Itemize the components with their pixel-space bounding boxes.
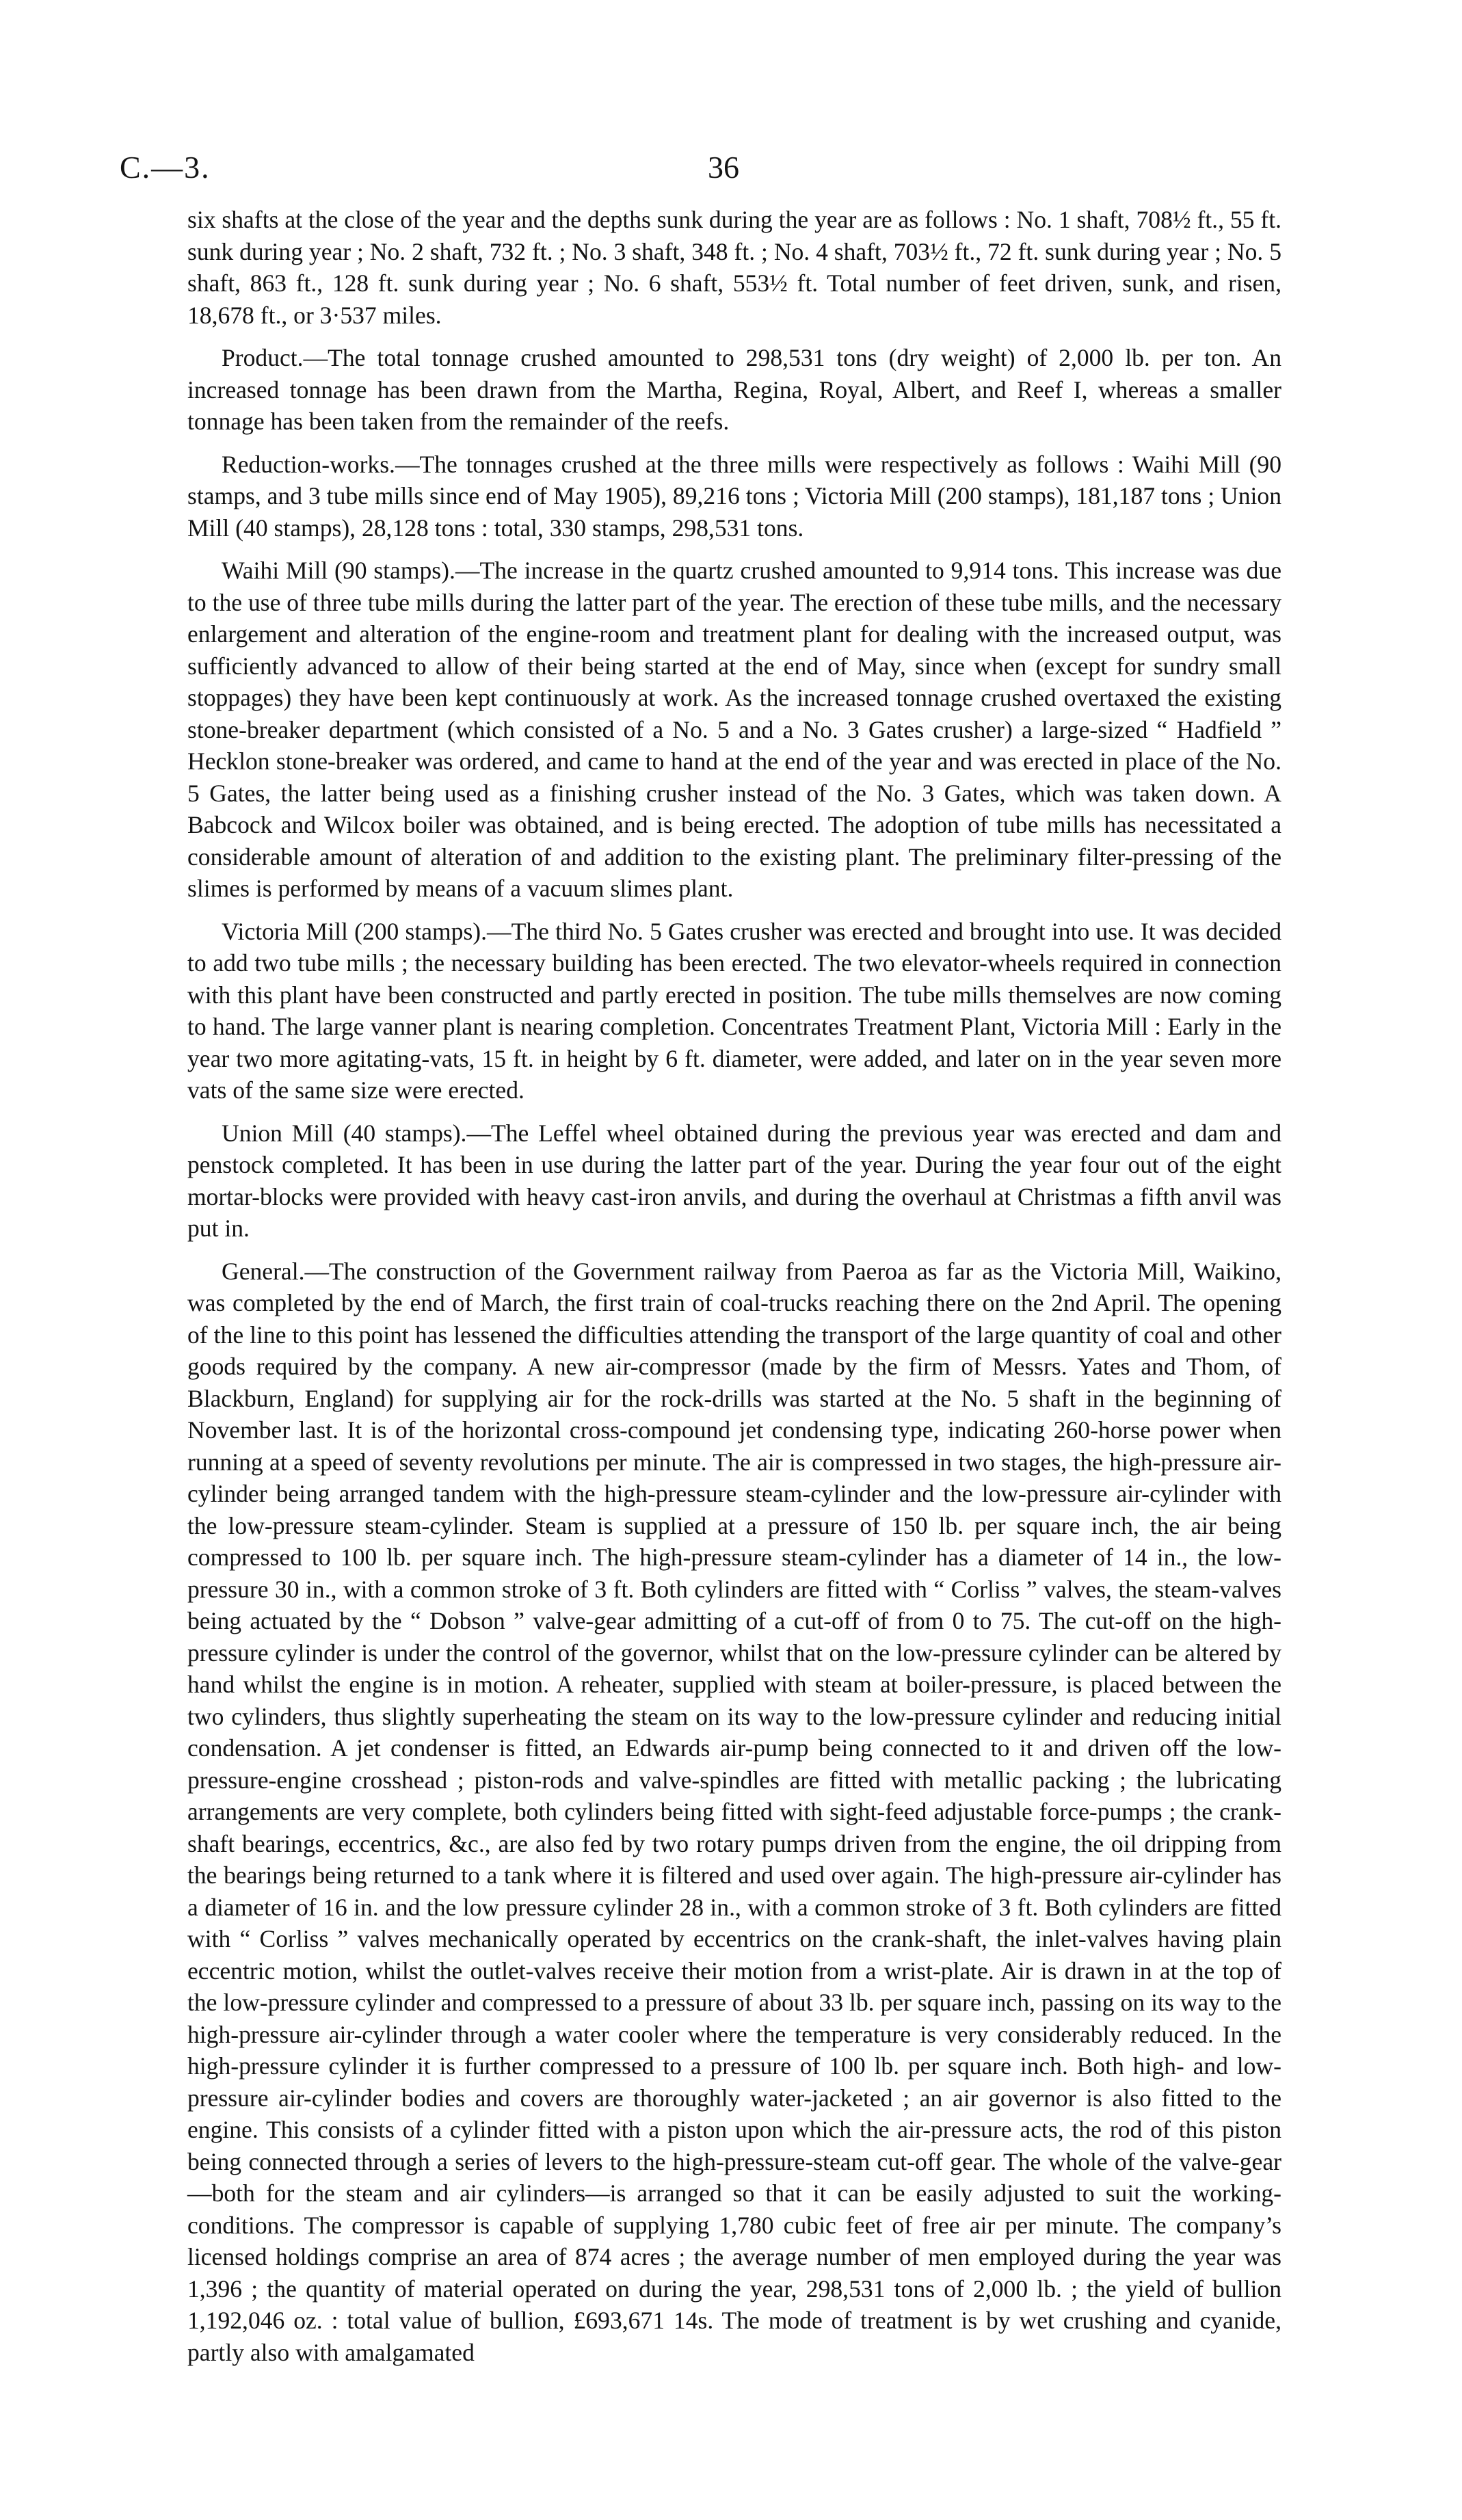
page-number: 36 [708, 150, 739, 185]
paragraph-victoria-mill: Victoria Mill (200 stamps).—The third No. 5 Gates crusher was erected and brought into use. It was decided to add two tube mills ; the necessary building has been erected. The two elevator-wheels required in connection with this plant have been constructed and partly erected in position. The tube mills themselves are now coming to hand. The large vanner plant is nearing completion. Concentrates Treatment Plant, Victoria Mill : Early in the year two more agitating-vats, 15 ft. in height by 6 ft. diameter, were added, and later on in the year seven more vats of the same size were erected. [187, 917, 1281, 1104]
paragraph-product: Product.—The total tonnage crushed amounted to 298,531 tons (dry weight) of 2,000 lb. per ton. An increased tonnage has been drawn from the Martha, Regina, Royal, Albert, and Reef I, whereas a smaller tonnage has been taken from the remainder of the reefs. [187, 344, 1281, 435]
paragraph-waihi-mill: Waihi Mill (90 stamps).—The increase in the quartz crushed amounted to 9,914 tons. This increase was due to the use of three tube mills during the latter part of the year. The erection of these tube mills, and the necessary enlargement and alteration of the engine-room and treatment plant for dealing with the increased output, was sufficiently advanced to allow of their being started at the end of May, since when (except for sundry small stoppages) they have been kept continuously at work. As the increased tonnage crushed overtaxed the existing stone-breaker department (which consisted of a No. 5 and a No. 3 Gates crusher) a large-sized “ Hadfield ” Hecklon stone-breaker was ordered, and came to hand at the end of the year and was erected in place of the No. 5 Gates, the latter being used as a finishing crusher instead of the No. 3 Gates, which was taken down. A Babcock and Wilcox boiler was obtained, and is being erected. The adoption of tube mills has necessitated a considerable amount of alteration of and addition to the existing plant. The preliminary filter-pressing of the slimes is performed by means of a vacuum slimes plant. [187, 557, 1281, 902]
paragraph-reduction-works: Reduction-works.—The tonnages crushed at the three mills were respectively as follows : Waihi Mill (90 stamps, and 3 tube mills since end of May 1905), 89,216 tons ; Victoria Mill (200 stamps), 181,187 tons ; Union Mill (40 stamps), 28,128 tons : total, 330 stamps, 298,531 tons. [187, 450, 1281, 542]
page-header [0, 149, 1462, 190]
body-text [187, 204, 1281, 2379]
document-reference: C.—3. [120, 150, 211, 185]
paragraph-union-mill: Union Mill (40 stamps).—The Leffel wheel obtained during the previous year was erected and dam and penstock completed. It has been in use during the latter part of the year. During the year four out of the eight mortar-blocks were provided with heavy cast-iron anvils, and during the overhaul at Christmas a fifth anvil was put in. [187, 1119, 1281, 1242]
paragraph-shafts: six shafts at the close of the year and the depths sunk during the year are as follows : No. 1 shaft, 708½ ft., 55 ft. sunk during year ; No. 2 shaft, 732 ft. ; No. 3 shaft, 348 ft. ; No. 4 shaft, 703½ ft., 72 ft. sunk during year ; No. 5 shaft, 863 ft., 128 ft. sunk during year ; No. 6 shaft, 553½ ft. Total number of feet driven, sunk, and risen, 18,678 ft., or 3·537 miles. [187, 206, 1281, 329]
paragraph-general: General.—The construction of the Government railway from Paeroa as far as the Victoria Mill, Waikino, was completed by the end of March, the first train of coal-trucks reaching there on the 2nd April. The opening of the line to this point has lessened the difficulties attending the transport of the large quantity of coal and other goods required by the company. A new air-compressor (made by the firm of Messrs. Yates and Thom, of Blackburn, England) for supplying air for the rock-drills was started at the No. 5 shaft in the beginning of November last. It is of the horizontal cross-compound jet condensing type, indicating 260-horse power when running at a speed of seventy revolutions per minute. The air is compressed in two stages, the high-pressure air-cylinder being arranged tandem with the high-pressure steam-cylinder and the low-pressure air-cylinder with the low-pressure steam-cylinder. Steam is supplied at a pressure of 150 lb. per square inch, the air being compressed to 100 lb. per square inch. The high-pressure steam-cylinder has a diameter of 14 in., the low-pressure 30 in., with a common stroke of 3 ft. Both cylinders are fitted with “ Corliss ” valves, the steam-valves being actuated by the “ Dobson ” valve-gear admitting of a cut-off of from 0 to 75. The cut-off on the high-pressure cylinder is under the control of the governor, whilst that on the low-pressure cylinder can be altered by hand whilst the engine is in motion. A reheater, supplied with steam at boiler-pressure, is placed between the two cylinders, thus slightly superheating the steam on its way to the low-pressure cylinder and reducing initial condensation. A jet condenser is fitted, an Edwards air-pump being connected to it and driven off the low-pressure-engine crosshead ; piston-rods and valve-spindles are fitted with metallic packing ; the lubricating arrangements are very complete, both cylinders being fitted with sight-feed adjustable force-pumps ; the crank-shaft bearings, eccentrics, &c., are also fed by two rotary pumps driven from the engine, the oil dripping from the bearings being returned to a tank where it is filtered and used over again. The high-pressure air-cylinder has a diameter of 16 in. and the low pressure cylinder 28 in., with a common stroke of 3 ft. Both cylinders are fitted with “ Corliss ” valves mechanically operated by eccentrics on the crank-shaft, the inlet-valves having plain eccentric motion, whilst the outlet-valves receive their motion from a wrist-plate. Air is drawn in at the top of the low-pressure cylinder and compressed to a pressure of about 33 lb. per square inch, passing on its way to the high-pressure air-cylinder through a water cooler where the temperature is very considerably reduced. In the high-pressure cylinder it is further compressed to a pressure of 100 lb. per square inch. Both high- and low-pressure air-cylinder bodies and covers are thoroughly water-jacketed ; an air governor is also fitted to the engine. This consists of a cylinder fitted with a piston upon which the air-pressure acts, the rod of this piston being connected through a series of levers to the high-pressure-steam cut-off gear. The whole of the valve-gear—both for the steam and air cylinders—is arranged so that it can be easily adjusted to suit the working-conditions. The compressor is capable of supplying 1,780 cubic feet of free air per minute. The company’s licensed holdings comprise an area of 874 acres ; the average number of men employed during the year was 1,396 ; the quantity of material operated on during the year, 298,531 tons of 2,000 lb. ; the yield of bullion 1,192,046 oz. : total value of bullion, £693,671 14s. The mode of treatment is by wet crushing and cyanide, partly also with amalgamated [187, 1257, 1281, 2366]
